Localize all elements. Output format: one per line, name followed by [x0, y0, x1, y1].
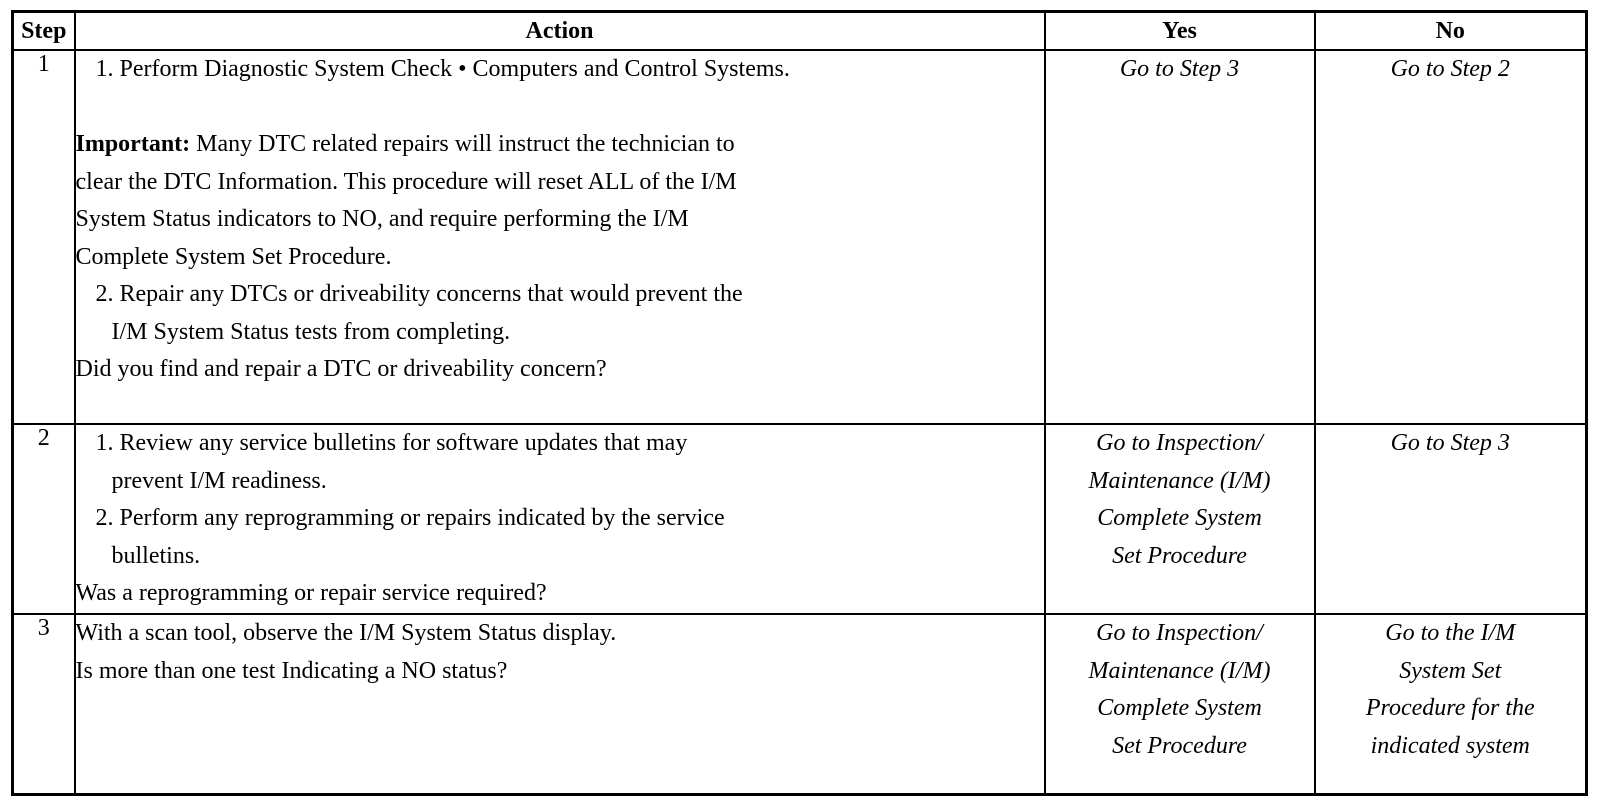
header-yes: Yes [1045, 12, 1315, 51]
table-row [13, 424, 1587, 614]
yes-result: Go to Inspection/ [1096, 620, 1263, 646]
action-line: I/M System Status tests from completing. [111, 318, 511, 345]
no-result: Go to Step 2 [1390, 56, 1510, 82]
header-step: Step [13, 12, 75, 51]
step-number: 1 [13, 50, 75, 424]
page [11, 10, 1585, 790]
action-line: bulletins. [111, 542, 201, 569]
yes-result: Complete System [1097, 505, 1262, 531]
action-line: 1. Perform Diagnostic System Check • Computers and Control Systems. [95, 56, 790, 82]
no-result: Go to Step 3 [1390, 430, 1510, 456]
action-line: 1. Review any service bulletins for software updates that may [95, 430, 688, 456]
action-line: clear the DTC Information. This procedure will reset ALL of the I/M [75, 168, 737, 195]
step-number: 3 [13, 614, 75, 794]
yes-result: Maintenance (I/M) [1088, 467, 1271, 494]
important-note [76, 126, 1044, 164]
yes-result: Set Procedure [1112, 542, 1247, 569]
yes-cell [1045, 424, 1315, 614]
header-row [13, 12, 1587, 51]
action-question: Is more than one test Indicating a NO status? [75, 657, 508, 684]
important-label: Important: [75, 131, 191, 157]
yes-cell [1045, 50, 1315, 424]
table-row [13, 50, 1587, 424]
action-cell [75, 424, 1045, 614]
step-number: 2 [13, 424, 75, 614]
table-row [13, 614, 1587, 794]
no-result: Go to the I/M [1385, 620, 1516, 646]
action-question: Was a reprogramming or repair service required? [75, 580, 547, 606]
header-no: No [1315, 12, 1587, 51]
action-line: 2. Perform any reprogramming or repairs indicated by the service [95, 505, 725, 531]
action-line: Many DTC related repairs will instruct the technician to [196, 131, 735, 157]
no-result: System Set [1399, 657, 1502, 684]
yes-result: Set Procedure [1112, 732, 1247, 759]
no-result: Procedure for the [1365, 695, 1535, 721]
action-line: Complete System Set Procedure. [75, 243, 392, 270]
yes-result: Go to Step 3 [1119, 56, 1240, 82]
yes-cell [1045, 614, 1315, 794]
action-question: Did you find and repair a DTC or driveability concern? [75, 356, 607, 382]
diagnostic-table [11, 10, 1588, 796]
yes-result: Maintenance (I/M) [1088, 657, 1271, 684]
yes-result: Go to Inspection/ [1096, 430, 1263, 456]
action-line: 2. Repair any DTCs or driveability concerns that would prevent the [95, 281, 743, 307]
spacer [76, 89, 1044, 127]
no-result: indicated system [1370, 732, 1530, 759]
action-line: prevent I/M readiness. [111, 467, 327, 494]
action-line: System Status indicators to NO, and require performing the I/M [75, 206, 689, 232]
action-cell [75, 614, 1045, 794]
no-cell [1315, 424, 1587, 614]
yes-result: Complete System [1097, 695, 1262, 721]
no-cell [1315, 614, 1587, 794]
no-cell [1315, 50, 1587, 424]
action-line: With a scan tool, observe the I/M System Status display. [75, 620, 617, 646]
header-action: Action [75, 12, 1045, 51]
action-cell [75, 50, 1045, 424]
